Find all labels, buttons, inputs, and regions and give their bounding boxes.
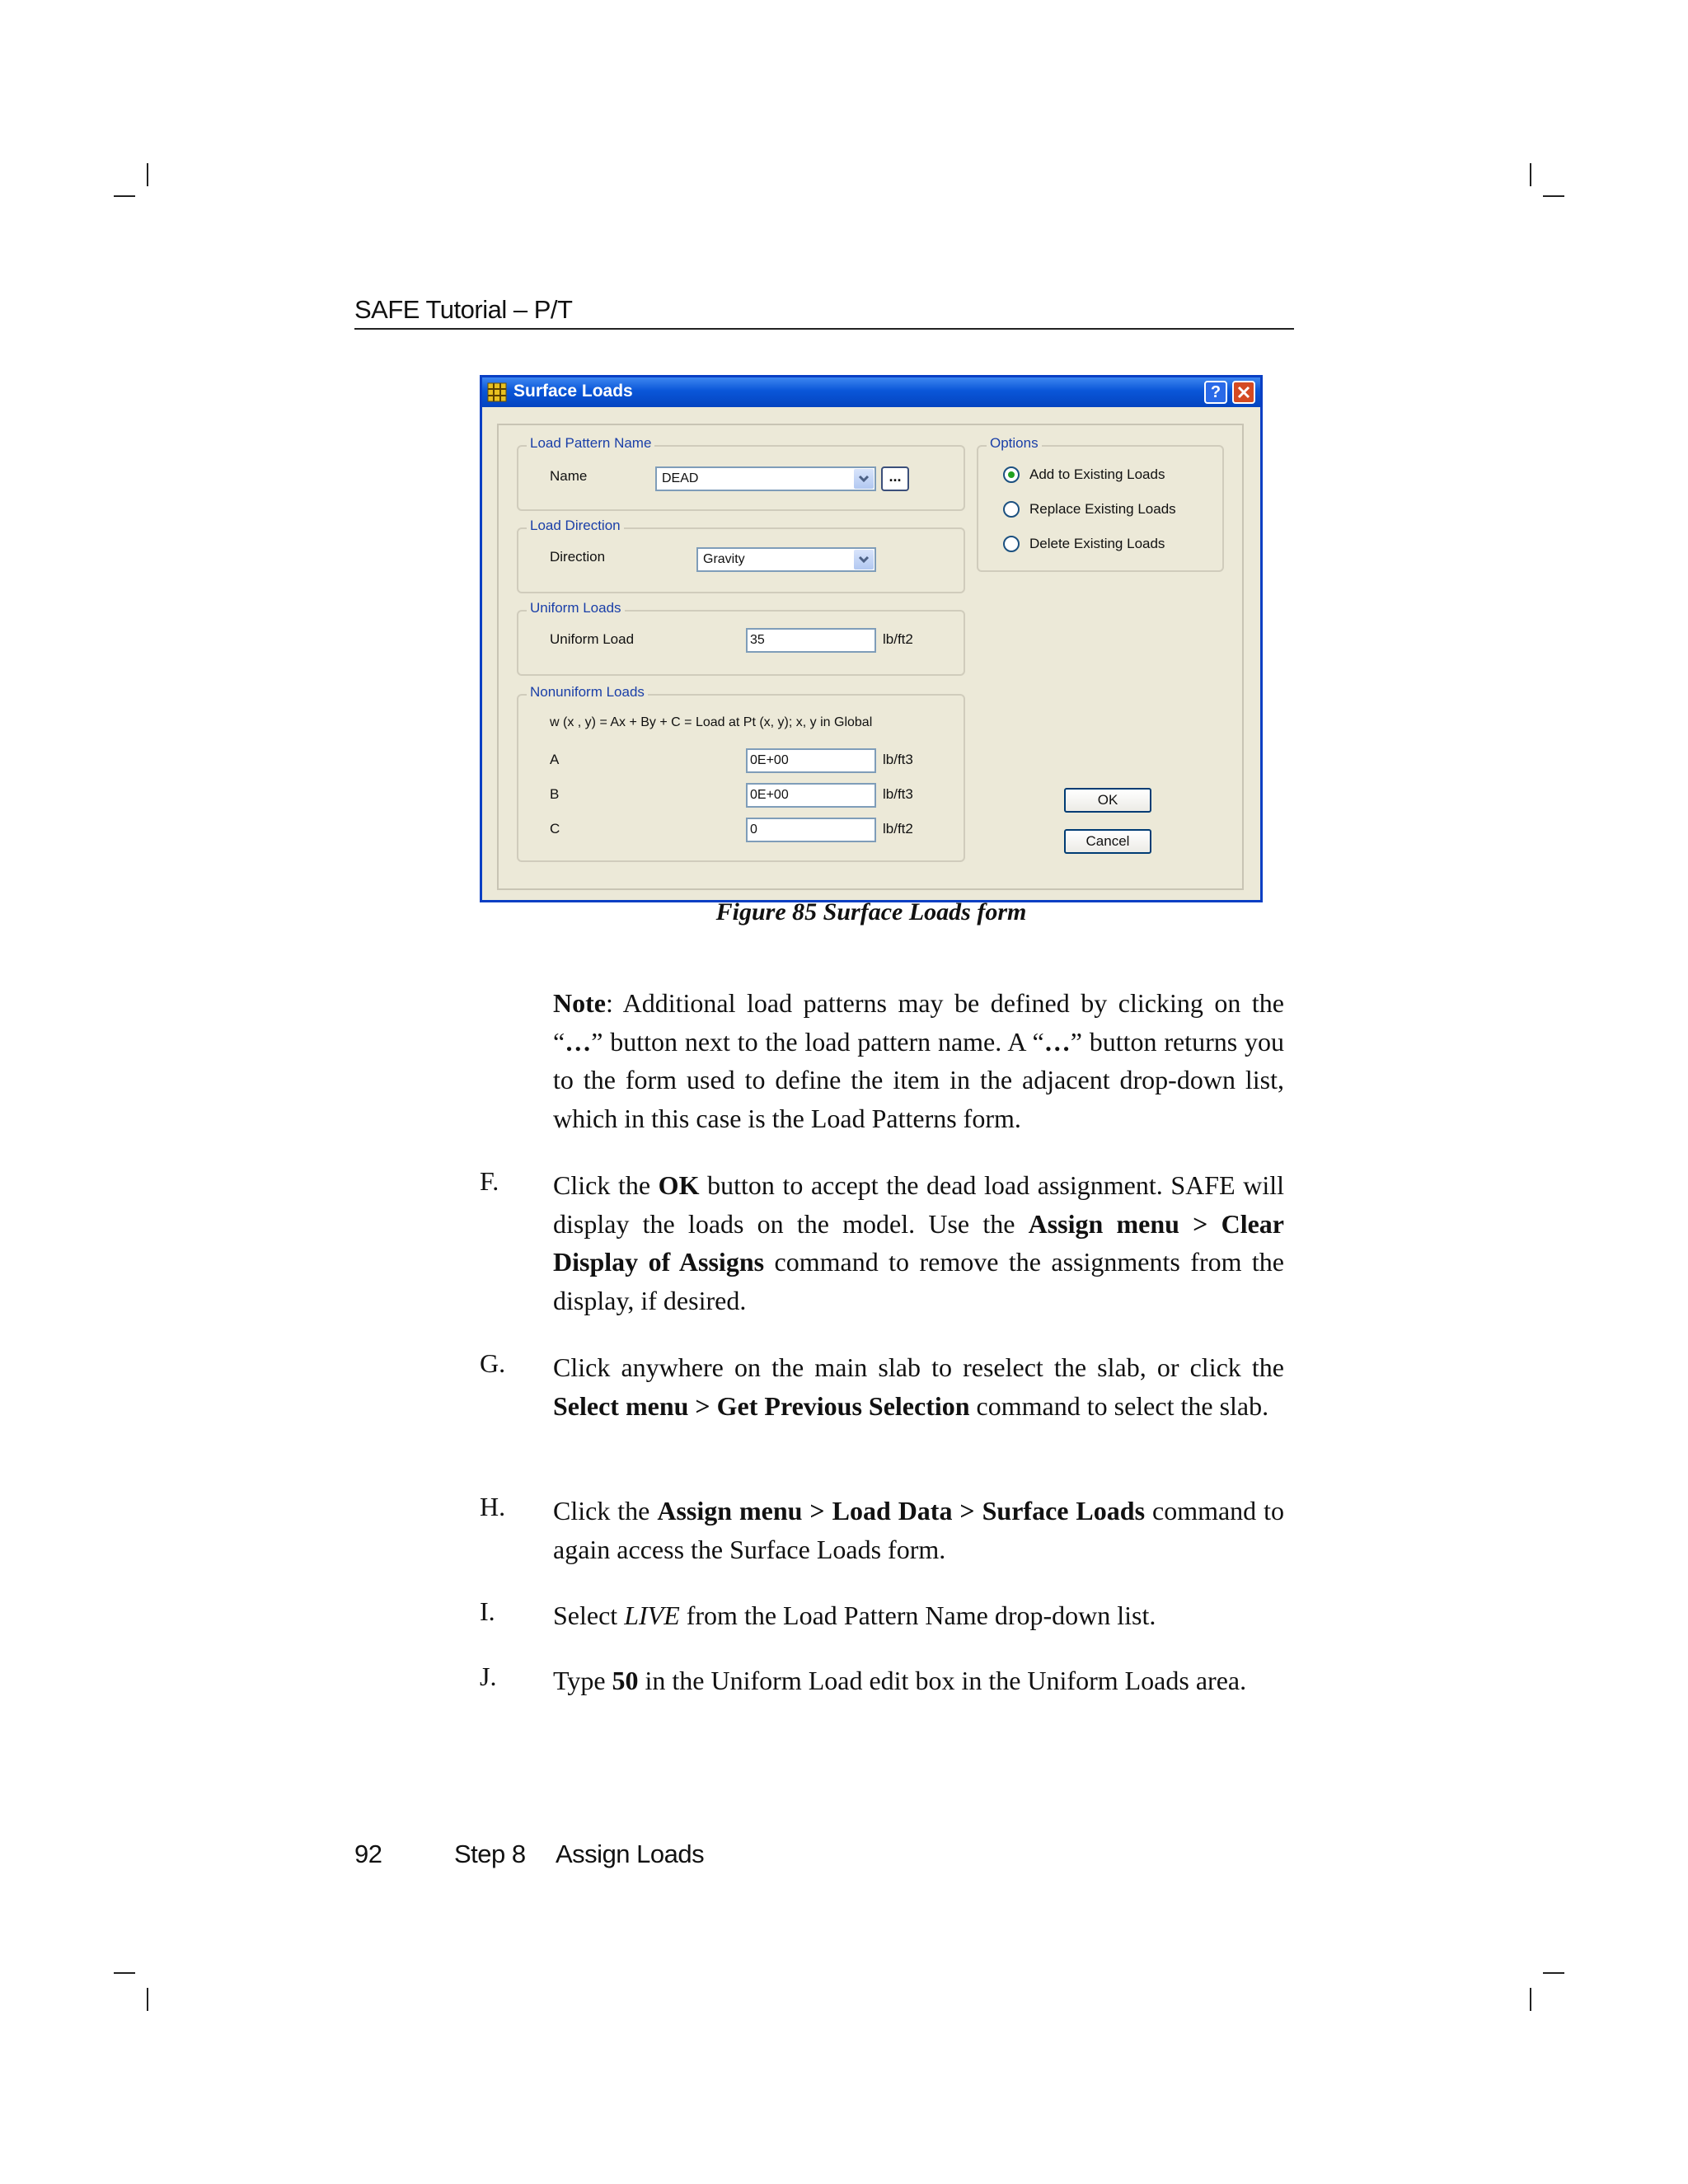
crop-mark bbox=[147, 1988, 148, 2011]
step-text: command to remove the assignments from the display, if desired. bbox=[553, 1247, 1285, 1315]
nonuniform-loads-legend: Nonuniform Loads bbox=[527, 684, 648, 701]
note-text-2: ” button next to the load pattern name. A “ bbox=[591, 1026, 1044, 1057]
app-icon bbox=[487, 382, 507, 402]
nonuniform-loads-group bbox=[517, 684, 965, 862]
coef-a-unit: lb/ft3 bbox=[883, 752, 913, 767]
step-text: from the Load Pattern Name drop-down list. bbox=[679, 1601, 1156, 1630]
note-paragraph bbox=[553, 984, 1284, 1137]
dialog-title: Surface Loads bbox=[513, 382, 633, 401]
uniform-load-unit: lb/ft2 bbox=[883, 631, 913, 647]
step-text: command to select the slab. bbox=[969, 1390, 1269, 1421]
step-bold-text: Select menu > Get Previous Selection bbox=[553, 1390, 970, 1421]
coef-c-input[interactable]: 0 bbox=[746, 818, 876, 842]
footer-section: Assign Loads bbox=[556, 1840, 705, 1868]
coef-a-label: A bbox=[550, 752, 560, 767]
step-marker: I. bbox=[480, 1596, 495, 1626]
chevron-down-icon[interactable] bbox=[854, 550, 874, 569]
step-text: Click the bbox=[553, 1496, 658, 1526]
uniform-loads-legend: Uniform Loads bbox=[527, 600, 625, 616]
cancel-button[interactable]: Cancel bbox=[1064, 829, 1151, 854]
coef-b-unit: lb/ft3 bbox=[883, 786, 913, 802]
step-bold-text: Assign menu > Clear Display of Assigns bbox=[553, 1208, 1285, 1277]
crop-mark bbox=[1543, 195, 1564, 197]
footer-step: Step 8 bbox=[454, 1840, 526, 1868]
coef-a-input[interactable]: 0E+00 bbox=[746, 748, 876, 773]
delete-existing-label[interactable]: Delete Existing Loads bbox=[1029, 536, 1165, 551]
coef-c-label: C bbox=[550, 821, 560, 837]
surface-loads-dialog bbox=[480, 375, 1263, 902]
step-marker: F. bbox=[480, 1166, 499, 1196]
step-i-paragraph bbox=[553, 1596, 1284, 1635]
uniform-loads-group bbox=[517, 600, 965, 676]
help-button[interactable]: ? bbox=[1204, 381, 1227, 404]
load-pattern-value: DEAD bbox=[662, 471, 699, 485]
coef-b-label: B bbox=[550, 786, 560, 802]
delete-existing-radio[interactable] bbox=[1003, 536, 1020, 552]
running-header: SAFE Tutorial – P/T bbox=[354, 295, 573, 324]
step-text: Select bbox=[553, 1601, 625, 1630]
coef-c-unit: lb/ft2 bbox=[883, 821, 913, 837]
load-pattern-legend: Load Pattern Name bbox=[527, 435, 654, 452]
crop-mark bbox=[114, 195, 135, 197]
crop-mark bbox=[1530, 163, 1531, 186]
direction-value: Gravity bbox=[703, 552, 745, 566]
step-h-paragraph bbox=[553, 1492, 1284, 1568]
step-g-paragraph bbox=[553, 1348, 1284, 1425]
direction-combo[interactable] bbox=[696, 547, 876, 572]
crop-mark bbox=[1530, 1988, 1531, 2011]
ellipsis-1: … bbox=[565, 1026, 592, 1057]
page-number: 92 bbox=[354, 1840, 382, 1868]
note-text-3: ” button returns you to the form used to define the item in the adjacent drop-down list, which in this case is the Load Patterns form. bbox=[553, 1026, 1285, 1133]
crop-mark bbox=[147, 163, 148, 186]
ellipsis-2: … bbox=[1043, 1026, 1071, 1057]
step-bold-text: 50 bbox=[612, 1666, 639, 1695]
step-text: command to again access the Surface Loads form. bbox=[553, 1496, 1285, 1564]
add-existing-label[interactable]: Add to Existing Loads bbox=[1029, 466, 1165, 482]
coef-b-input[interactable]: 0E+00 bbox=[746, 783, 876, 808]
figure-caption: Figure 85 Surface Loads form bbox=[715, 898, 1027, 926]
load-pattern-combo[interactable] bbox=[655, 466, 876, 491]
replace-existing-radio[interactable] bbox=[1003, 501, 1020, 518]
step-j-paragraph bbox=[553, 1661, 1284, 1700]
header-rule bbox=[354, 328, 1294, 330]
dialog-titlebar[interactable] bbox=[482, 377, 1260, 407]
uniform-load-label: Uniform Load bbox=[550, 631, 635, 647]
options-legend: Options bbox=[987, 435, 1042, 452]
chevron-down-icon[interactable] bbox=[854, 469, 874, 489]
step-text: in the Uniform Load edit box in the Uniform Loads area. bbox=[638, 1666, 1247, 1695]
load-direction-group bbox=[517, 518, 965, 593]
step-text: Type bbox=[553, 1666, 612, 1695]
step-text: button to accept the dead load assignment. SAFE will display the loads on the model. Use the bbox=[553, 1170, 1285, 1239]
note-text-1: : Additional load patterns may be defined by clicking on the “ bbox=[553, 988, 1284, 1057]
load-pattern-group bbox=[517, 435, 965, 511]
define-load-patterns-button[interactable]: ... bbox=[881, 466, 909, 491]
dialog-client-area bbox=[497, 424, 1244, 890]
step-italic-text: LIVE bbox=[624, 1601, 680, 1630]
nonuniform-equation: w (x , y) = Ax + By + C = Load at Pt (x, y); x, y in Global bbox=[550, 715, 873, 729]
load-direction-legend: Load Direction bbox=[527, 518, 624, 534]
direction-label: Direction bbox=[550, 549, 606, 565]
close-button[interactable] bbox=[1232, 381, 1255, 404]
step-bold-text: OK bbox=[658, 1170, 700, 1200]
step-bold-text: Assign menu > Load Data > Surface Loads bbox=[657, 1496, 1146, 1526]
close-icon bbox=[1234, 382, 1254, 402]
add-existing-radio[interactable] bbox=[1003, 466, 1020, 483]
crop-mark bbox=[114, 1972, 135, 1974]
crop-mark bbox=[1543, 1972, 1564, 1974]
step-f-paragraph bbox=[553, 1166, 1284, 1319]
step-text: Click the bbox=[553, 1170, 659, 1200]
step-marker: G. bbox=[480, 1348, 506, 1378]
step-marker: J. bbox=[480, 1661, 497, 1691]
ok-button[interactable]: OK bbox=[1064, 788, 1151, 813]
step-text: Click anywhere on the main slab to reselect the slab, or click the bbox=[553, 1352, 1284, 1382]
note-bold-label: Note bbox=[553, 988, 606, 1018]
replace-existing-label[interactable]: Replace Existing Loads bbox=[1029, 501, 1176, 517]
uniform-load-input[interactable]: 35 bbox=[746, 628, 876, 653]
name-label: Name bbox=[550, 468, 588, 484]
radio-selected-dot bbox=[1008, 471, 1015, 478]
step-marker: H. bbox=[480, 1492, 506, 1521]
options-group bbox=[977, 435, 1224, 572]
